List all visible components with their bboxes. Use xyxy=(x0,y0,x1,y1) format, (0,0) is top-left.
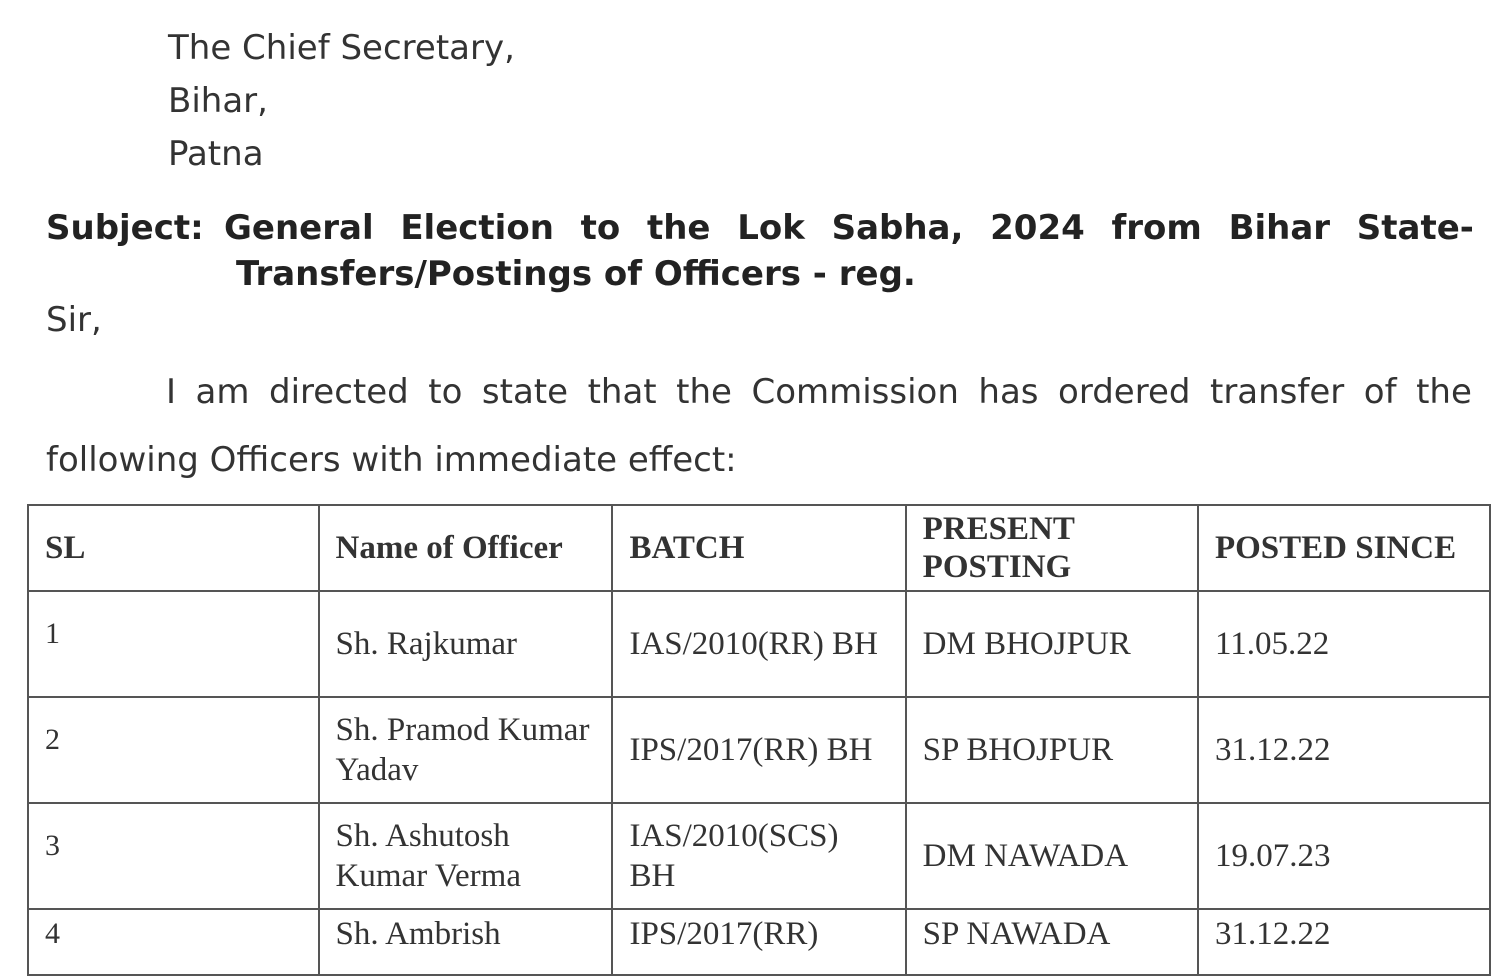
body-word: directed xyxy=(269,372,409,412)
header-batch: BATCH xyxy=(612,505,905,591)
body-word: transfer xyxy=(1209,372,1345,412)
subject-word: Bihar xyxy=(1228,208,1331,248)
cell-name: Sh. Rajkumar xyxy=(319,591,613,697)
header-sl: SL xyxy=(28,505,319,591)
cell-since: 31.12.22 xyxy=(1198,697,1490,803)
subject-word: from xyxy=(1111,208,1202,248)
cell-name: Sh. Pramod Kumar Yadav xyxy=(319,697,613,803)
salutation: Sir, xyxy=(46,300,102,340)
cell-sl: 1 xyxy=(28,591,319,697)
cell-posting: SP NAWADA xyxy=(906,909,1198,975)
subject-word: the xyxy=(646,208,711,248)
body-word: ordered xyxy=(1058,372,1191,412)
body-word: to xyxy=(428,372,463,412)
body-word: the xyxy=(676,372,732,412)
cell-batch: IPS/2017(RR) xyxy=(612,909,905,975)
subject-word: State- xyxy=(1356,208,1474,248)
cell-batch: IAS/2010(RR) BH xyxy=(612,591,905,697)
body-word: of xyxy=(1363,372,1397,412)
officers-table xyxy=(27,504,1491,976)
body-word: the xyxy=(1416,372,1472,412)
body-word: that xyxy=(587,372,657,412)
subject-word: Election xyxy=(400,208,554,248)
header-since: POSTED SINCE xyxy=(1198,505,1490,591)
address-line-2: Bihar, xyxy=(168,81,268,121)
address-line-3: Patna xyxy=(168,134,264,174)
body-word: am xyxy=(195,372,250,412)
header-posting: PRESENT POSTING xyxy=(906,505,1198,591)
body-word: I xyxy=(166,372,177,412)
cell-name: Sh. Ambrish xyxy=(319,909,613,975)
subject-word: Lok xyxy=(737,208,805,248)
subject-word: General xyxy=(224,208,374,248)
table-row xyxy=(28,803,1490,909)
table-header-row xyxy=(28,505,1490,591)
header-name: Name of Officer xyxy=(319,505,613,591)
cell-name: Sh. Ashutosh Kumar Verma xyxy=(319,803,613,909)
subject-word: to xyxy=(580,208,621,248)
table-row xyxy=(28,909,1490,975)
table-row xyxy=(28,591,1490,697)
subject-line-1 xyxy=(224,208,1474,248)
cell-posting: DM BHOJPUR xyxy=(906,591,1198,697)
subject-label: Subject: xyxy=(46,208,204,248)
body-line-1 xyxy=(166,372,1472,412)
subject-word: 2024 xyxy=(990,208,1085,248)
cell-since: 31.12.22 xyxy=(1198,909,1490,975)
body-word: has xyxy=(978,372,1039,412)
address-line-1: The Chief Secretary, xyxy=(168,28,515,68)
cell-batch: IPS/2017(RR) BH xyxy=(612,697,905,803)
cell-sl: 4 xyxy=(28,909,319,975)
cell-sl: 2 xyxy=(28,697,319,803)
table-row xyxy=(28,697,1490,803)
cell-since: 11.05.22 xyxy=(1198,591,1490,697)
cell-batch: IAS/2010(SCS) BH xyxy=(612,803,905,909)
body-line-2: following Officers with immediate effect: xyxy=(46,440,737,480)
subject-word: Sabha, xyxy=(831,208,964,248)
cell-posting: DM NAWADA xyxy=(906,803,1198,909)
cell-posting: SP BHOJPUR xyxy=(906,697,1198,803)
subject-line-2: Transfers/Postings of Officers - reg. xyxy=(236,254,916,294)
cell-sl: 3 xyxy=(28,803,319,909)
cell-since: 19.07.23 xyxy=(1198,803,1490,909)
body-word: state xyxy=(481,372,569,412)
body-word: Commission xyxy=(751,372,959,412)
